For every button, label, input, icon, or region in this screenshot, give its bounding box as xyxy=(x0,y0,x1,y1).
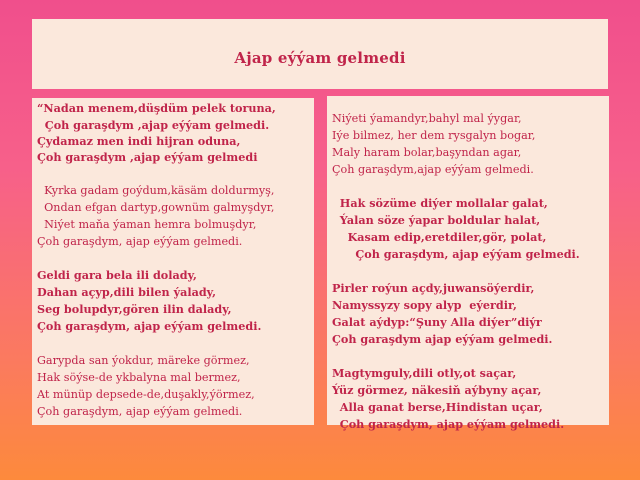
poem-line: Çoh garaşdym ,ajap eýýam gelmedi. xyxy=(37,118,270,132)
poem-line: Çoh garaşdym, ajap eýýam gelmedi. xyxy=(332,247,580,261)
poem-line: Pirler roýun açdy,juwansöýerdir, xyxy=(332,281,535,295)
poem-line: Kasam edip,eretdiler,gör, polat, xyxy=(332,230,547,244)
poem-line: Çydamaz men indi hijran oduna, xyxy=(37,134,241,148)
poem-line: Namyssyzy sopy alyp eýerdir, xyxy=(332,298,517,312)
poem-line: Çoh garaşdym,ajap eýýam gelmedi. xyxy=(332,163,534,176)
right-text-panel xyxy=(327,96,609,431)
poem-line: Seg bolupdyr,gören ilin dalady, xyxy=(37,302,232,316)
poem-line: Hak sözüme diýer mollalar galat, xyxy=(332,196,548,210)
poem-line: Dahan açyp,dili bilen ýalady, xyxy=(37,285,216,299)
poem-line: Magtymguly,dili otly,ot saçar, xyxy=(332,366,517,380)
poem-line: Kyrka gadam goýdum,käsäm doldurmyş, xyxy=(37,184,275,197)
stanza-gap xyxy=(37,335,314,352)
poem-line: Niýet maňa ýaman hemra bolmuşdyr, xyxy=(37,218,257,231)
poem-line: Çoh garaşdym ajap eýýam gelmedi. xyxy=(332,332,553,346)
poem-line: Iýe bilmez, her dem rysgalyn bogar, xyxy=(332,129,536,142)
poem-line: Çoh garaşdym, ajap eýýam gelmedi. xyxy=(37,319,262,333)
stanza-gap xyxy=(332,348,609,365)
poem-line: Hak söýse-de ykbalyna mal bermez, xyxy=(37,371,241,384)
poem-line: Çoh garaşdym, ajap eýýam gelmedi. xyxy=(37,405,243,418)
poem-line: Galat aýdyp:“Şuny Alla diýer”diýr xyxy=(332,315,542,329)
poem-line: Çoh garaşdym, ajap eýýam gelmedi. xyxy=(37,235,243,248)
poem-line: Geldi gara bela ili dolady, xyxy=(37,268,197,282)
title-box xyxy=(32,19,608,89)
poem-line: “Nadan menem,düşdüm pelek toruna, xyxy=(37,101,276,115)
poem-line: Niýeti ýamandyr,bahyl mal ýygar, xyxy=(332,112,522,125)
stanza-gap xyxy=(332,263,609,280)
stanza-gap xyxy=(37,250,314,267)
poem-line: Ýüz görmez, näkesiň aýbyny açar, xyxy=(332,383,542,397)
stanza-gap xyxy=(332,178,609,195)
poem-line: Ýalan söze ýapar boldular halat, xyxy=(332,213,541,227)
stanza-gap xyxy=(37,165,314,182)
left-text-panel xyxy=(32,98,314,425)
poem-line: Çoh garaşdym, ajap eýýam gelmedi. xyxy=(332,417,565,431)
poem-line: Garypda san ýokdur, märeke görmez, xyxy=(37,354,250,367)
poem-line: At münüp depsede-de,duşakly,ýörmez, xyxy=(37,388,255,401)
poem-line: Ondan efgan dartyp,gownüm galmyşdyr, xyxy=(37,201,275,214)
poem-line: Alla ganat berse,Hindistan uçar, xyxy=(332,400,543,414)
poem-line: Çoh garaşdym ,ajap eýýam gelmedi xyxy=(37,150,258,164)
poem-line: Maly haram bolar,başyndan agar, xyxy=(332,146,522,159)
poem-title: Ajap eýýam gelmedi xyxy=(234,49,406,67)
